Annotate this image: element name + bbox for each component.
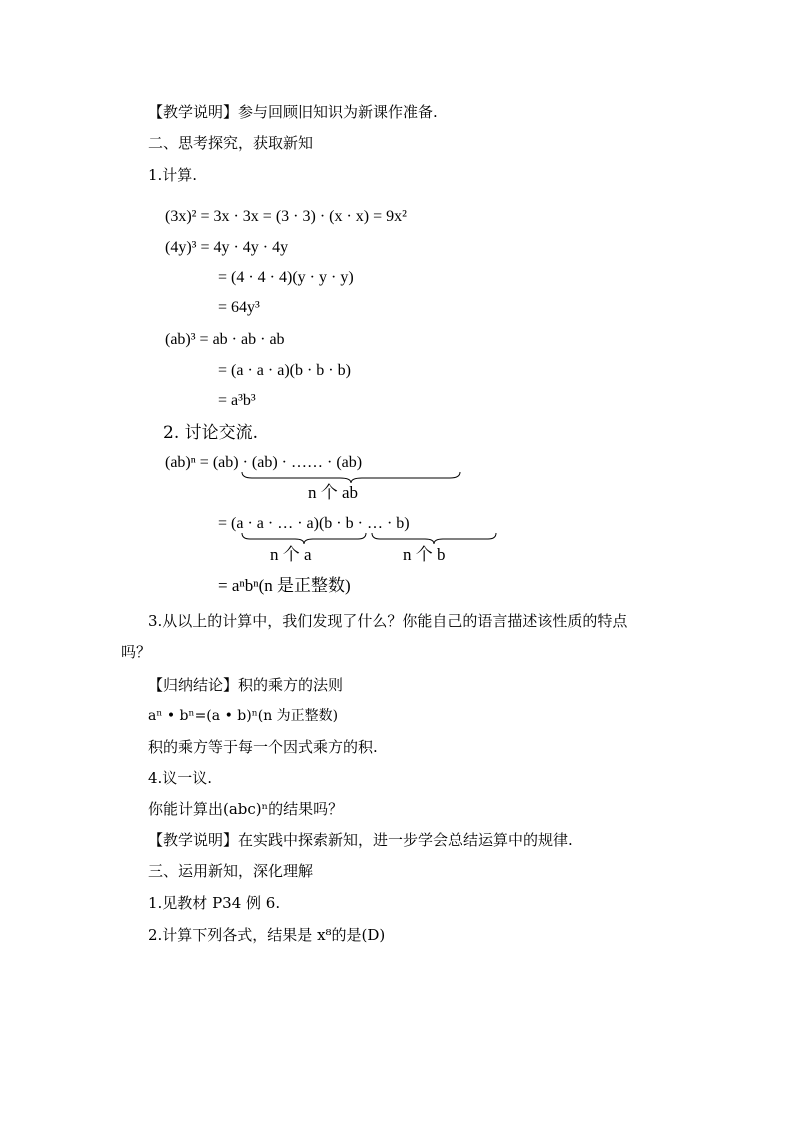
math-line-3: = (4 · 4 · 4)(y · y · y) (218, 269, 354, 286)
math-line-5: (ab)³ = ab · ab · ab (165, 331, 285, 348)
item-calc: 1.计算. (148, 166, 198, 184)
question-abc: 你能计算出(abc)ⁿ的结果吗？ (148, 800, 344, 818)
math-line-7: = a³b³ (218, 392, 256, 409)
item-question-3: 3.从以上的计算中，我们发现了什么？你能自己的语言描述该性质的特点 (148, 612, 628, 630)
rule-statement: 积的乘方等于每一个因式乘方的积. (148, 738, 378, 756)
teaching-note-2: 【教学说明】在实践中探索新知，进一步学会总结运算中的规律. (148, 831, 573, 849)
item-textbook-ref: 1.见教材 P34 例 6. (148, 894, 281, 912)
label-n-ab: n 个 ab (308, 483, 359, 502)
math-line-4: = 64y³ (218, 299, 260, 316)
item-exercise-2: 2.计算下列各式，结果是 x⁸的是(D) (148, 926, 386, 944)
math-line-8: (ab)ⁿ = (ab) · (ab) · …… · (ab) (165, 454, 363, 471)
item-discussion: 2. 讨论交流. (163, 423, 259, 443)
conclusion-heading: 【归纳结论】积的乘方的法则 (148, 676, 344, 694)
underbrace-n-ab (240, 470, 462, 484)
item-question-3-cont: 吗？ (121, 643, 152, 661)
math-line-1: (3x)² = 3x · 3x = (3 · 3) · (x · x) = 9x² (165, 208, 407, 225)
section-heading-3: 三、运用新知，深化理解 (148, 862, 314, 880)
math-line-2: (4y)³ = 4y · 4y · 4y (165, 239, 289, 256)
label-n-b: n 个 b (403, 545, 446, 564)
rule-formula: aⁿ • bⁿ=(a • b)ⁿ(n 为正整数) (148, 708, 339, 724)
teaching-note-1: 【教学说明】参与回顾旧知识为新课作准备. (148, 103, 438, 121)
section-heading-2: 二、思考探究，获取新知 (148, 134, 314, 152)
item-discuss-4: 4.议一议. (148, 769, 213, 787)
math-line-10: = (a · a · … · a)(b · b · … · b) (218, 515, 410, 532)
math-line-12: = aⁿbⁿ(n 是正整数) (218, 576, 351, 595)
underbrace-n-b (370, 531, 500, 545)
math-line-6: = (a · a · a)(b · b · b) (218, 362, 351, 379)
underbrace-n-a (240, 531, 370, 545)
label-n-a: n 个 a (270, 545, 312, 564)
